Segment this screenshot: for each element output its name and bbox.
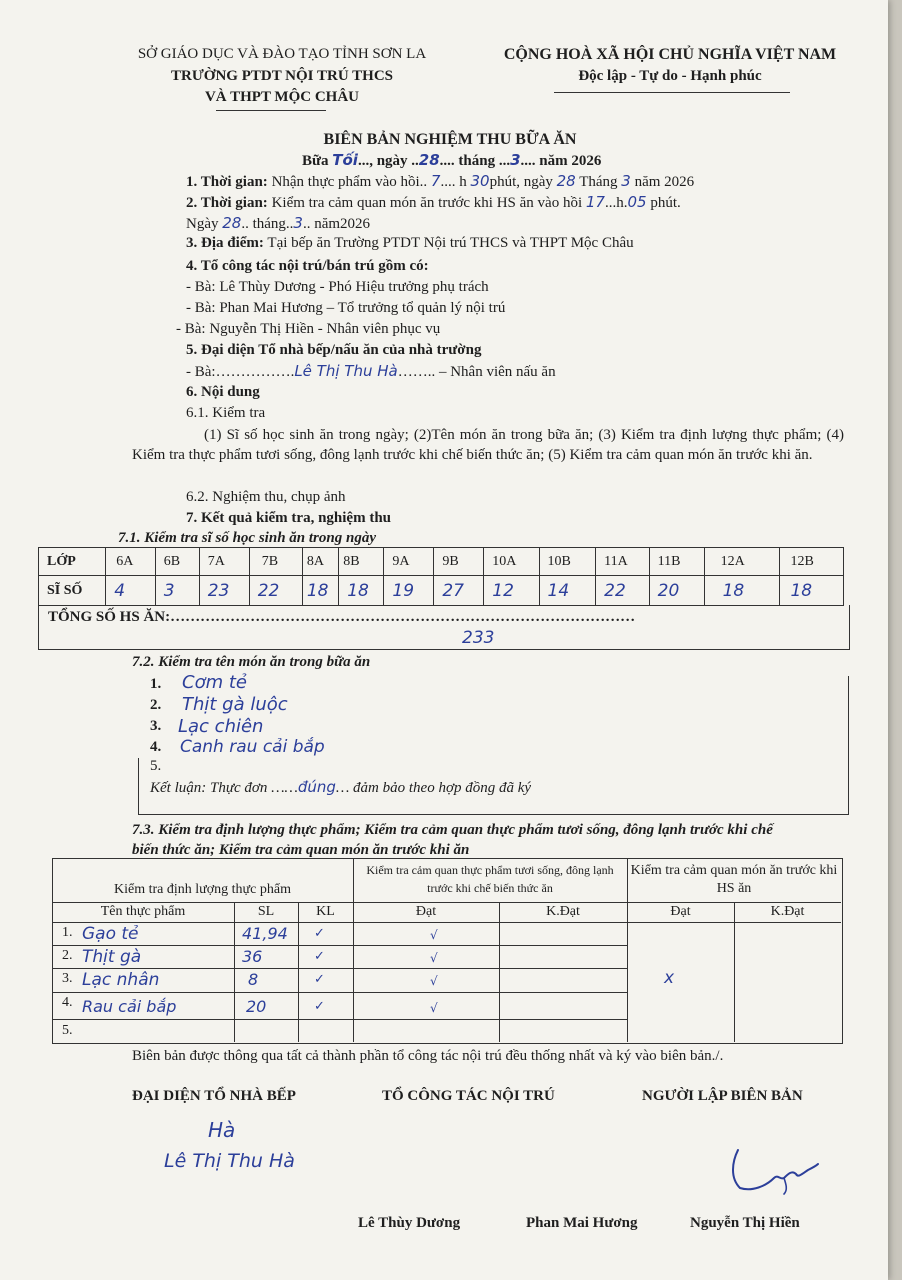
attendance-table: [38, 547, 844, 606]
school-name-line2: VÀ THPT MỘC CHÂU: [204, 89, 360, 105]
cooked-food-check-header: Kiểm tra cảm quan món ăn trước khi HS ăn: [630, 863, 838, 896]
attendance-header-row: [39, 548, 844, 576]
count-cell: 27: [434, 576, 484, 606]
col-fresh-fail: K.Đạt: [546, 904, 580, 919]
school-name-line1: TRƯỜNG PTDT NỘI TRÚ THCS: [171, 68, 393, 84]
col-cooked-fail: K.Đạt: [770, 904, 805, 919]
row-line: [52, 922, 841, 923]
class-cell: 9A: [384, 548, 434, 576]
kitchen-signature: Hà: [208, 1118, 236, 1142]
class-cell: 6B: [155, 548, 199, 576]
col-food-name: Tên thực phẩm: [100, 904, 186, 919]
cooked-pass-mark: x: [664, 968, 675, 988]
class-cell: 8A: [302, 548, 338, 576]
class-cell: 12A: [704, 548, 780, 576]
kitchen-staff-line: - Bà:…………….Lê Thị Thu Hà…….. – Nhân viên nấu ăn: [186, 362, 556, 380]
row-line: [52, 968, 627, 969]
count-cell: 18: [780, 576, 844, 606]
food-unit-mark: ✓: [314, 972, 325, 987]
menu-item: Canh rau cải bắp: [180, 737, 325, 757]
menu-conclusion: Kết luận: Thực đơn ……đúng… đảm bảo theo hợp đồng đã ký: [150, 778, 532, 796]
menu-item-number: 3.: [150, 718, 162, 734]
document-title: BIÊN BẢN NGHIỆM THU BỮA ĂN: [323, 131, 577, 148]
committee-member-3: - Bà: Nguyễn Thị Hiền - Nhân viên phục vụ: [176, 321, 441, 337]
class-cell: 11A: [596, 548, 650, 576]
row-number: 4.: [62, 995, 73, 1010]
row-number: 5.: [62, 1023, 73, 1038]
menu-item-number: 5.: [150, 758, 162, 774]
row-number: 3.: [62, 971, 73, 986]
menu-item-number: 1.: [150, 676, 162, 692]
class-cell: 6A: [106, 548, 155, 576]
closing-statement: Biên bản được thông qua tất cả thành phần tổ công tác nội trú đều thống nhất và ký vào biên bản./.: [132, 1048, 724, 1064]
row-line: [52, 992, 627, 993]
kitchen-signature-name: Lê Thị Thu Hà: [164, 1150, 295, 1172]
national-title: CỘNG HOÀ XÃ HỘI CHỦ NGHĨA VIỆT NAM: [503, 46, 837, 63]
meal-date-line: Bữa Tối..., ngày ..28.... tháng ...3.... năm 2026: [302, 151, 602, 169]
section-3-location: 3. Địa điểm: Tại bếp ăn Trường PTDT Nội trú THCS và THPT Mộc Châu: [186, 235, 634, 251]
attendance-header-label: LỚP: [39, 548, 106, 576]
menu-item: Lạc chiên: [178, 716, 264, 737]
row-number: 1.: [62, 925, 73, 940]
section-7-heading: 7. Kết quả kiểm tra, nghiệm thu: [186, 510, 392, 526]
count-cell: 12: [484, 576, 539, 606]
food-unit-mark: ✓: [314, 949, 325, 964]
class-cell: 12B: [780, 548, 844, 576]
class-cell: 9B: [434, 548, 484, 576]
fresh-pass-check: √: [430, 951, 438, 965]
section-7-3-heading-line1: 7.3. Kiểm tra định lượng thực phẩm; Kiểm tra cảm quan thực phẩm tươi sống, đông lạnh trước khi chế: [132, 822, 773, 838]
class-cell: 10B: [539, 548, 596, 576]
recorder-signature: [722, 1140, 822, 1196]
menu-box-bottom-edge: [138, 814, 849, 815]
section-4-heading: 4. Tổ công tác nội trú/bán trú gồm có:: [186, 258, 429, 274]
menu-item-number: 2.: [150, 697, 162, 713]
section-7-2-heading: 7.2. Kiểm tra tên món ăn trong bữa ăn: [132, 654, 371, 670]
section-6-1: 6.1. Kiểm tra: [186, 405, 266, 421]
signer-name-1: Lê Thùy Dương: [358, 1215, 461, 1231]
committee-member-2: - Bà: Phan Mai Hương – Tổ trưởng tổ quản lý nội trú: [186, 300, 506, 316]
section-2-time: 2. Thời gian: Kiểm tra cảm quan món ăn trước khi HS ăn vào hồi 17...h.05 phút.: [186, 193, 681, 211]
count-cell: 22: [249, 576, 302, 606]
section-6-checklist: (1) Sĩ số học sinh ăn trong ngày; (2)Tên món ăn trong bữa ăn; (3) Kiểm tra định lượng thực phẩm; (4) Kiểm tra thực phẩm tươi sống, đông lạnh trước khi chế biến thức ăn; (5) Kiểm tra cảm quan món ăn trước khi ăn.: [132, 427, 844, 463]
col-line: [499, 902, 500, 1042]
signer-name-2: Phan Mai Hương: [526, 1215, 638, 1231]
national-motto: Độc lập - Tự do - Hạnh phúc: [578, 68, 762, 84]
department-name: SỞ GIÁO DỤC VÀ ĐÀO TẠO TỈNH SƠN LA: [137, 46, 427, 62]
class-cell: 7B: [249, 548, 302, 576]
count-cell: 14: [539, 576, 596, 606]
section-7-1-heading: 7.1. Kiểm tra sĩ số học sinh ăn trong ngày: [118, 530, 376, 546]
section-2-date: Ngày 28.. tháng..3.. năm2026: [186, 214, 371, 232]
fresh-pass-check: √: [430, 1001, 438, 1015]
signature-title-kitchen: ĐẠI DIỆN TỔ NHÀ BẾP: [132, 1088, 296, 1104]
menu-item: Cơm tẻ: [182, 672, 247, 693]
class-cell: 10A: [484, 548, 539, 576]
count-cell: 19: [384, 576, 434, 606]
signature-title-recorder: NGƯỜI LẬP BIÊN BẢN: [642, 1088, 803, 1104]
food-quantity: 41,94: [242, 924, 288, 943]
section-1-time: 1. Thời gian: Nhận thực phẩm vào hồi.. 7.... h 30phút, ngày 28 Tháng 3 năm 2026: [186, 172, 695, 190]
food-quantity: 8: [248, 970, 259, 989]
total-students-label: TỔNG SỐ HS ĂN:…………………………………………………………………………………: [48, 609, 636, 625]
count-cell: 20: [649, 576, 704, 606]
menu-box-left-edge: [138, 758, 139, 814]
col-quantity: SL: [257, 904, 275, 919]
header-left-underline: [216, 110, 326, 111]
food-name: Thịt gà: [82, 947, 142, 967]
motto-underline: [554, 92, 790, 93]
signature-title-committee: TỔ CÔNG TÁC NỘI TRÚ: [382, 1088, 555, 1104]
attendance-count-label: SĨ SỐ: [39, 576, 106, 606]
food-name: Rau cải bắp: [82, 997, 177, 1016]
row-line: [52, 945, 627, 946]
section-5-heading: 5. Đại diện Tổ nhà bếp/nấu ăn của nhà trường: [186, 342, 482, 358]
attendance-count-row: [39, 576, 844, 606]
food-name: Gạo tẻ: [82, 924, 139, 944]
class-cell: 11B: [649, 548, 704, 576]
signer-name-3: Nguyễn Thị Hiền: [690, 1215, 800, 1231]
col-weight-unit: KL: [316, 904, 335, 919]
class-cell: 7A: [199, 548, 249, 576]
count-cell: 4: [106, 576, 155, 606]
food-quantity: 20: [246, 997, 267, 1016]
col-line: [298, 902, 299, 1042]
section-6-heading: 6. Nội dung: [186, 384, 260, 400]
col-line: [234, 902, 235, 1042]
col-fresh-pass: Đạt: [415, 904, 437, 919]
fresh-food-check-header: Kiểm tra cảm quan thực phẩm tươi sống, đông lạnh trước khi chế biến thức ăn: [366, 863, 614, 895]
fresh-pass-check: √: [430, 928, 438, 942]
quantity-check-header: Kiểm tra định lượng thực phẩm: [114, 882, 291, 897]
fresh-pass-check: √: [430, 974, 438, 988]
count-cell: 18: [339, 576, 384, 606]
count-cell: 18: [704, 576, 780, 606]
food-name: Lạc nhân: [82, 970, 160, 990]
food-unit-mark: ✓: [314, 926, 325, 941]
section-6-2: 6.2. Nghiệm thu, chụp ảnh: [186, 489, 346, 505]
count-cell: 23: [199, 576, 249, 606]
row-line: [52, 1019, 627, 1020]
food-quantity: 36: [242, 947, 263, 966]
section-7-3-heading-line2: biến thức ăn; Kiểm tra cảm quan món ăn trước khi ăn: [132, 842, 470, 858]
total-students-value: 233: [462, 628, 495, 648]
committee-member-1: - Bà: Lê Thùy Dương - Phó Hiệu trưởng phụ trách: [186, 279, 489, 295]
count-cell: 22: [596, 576, 650, 606]
menu-item: Thịt gà luộc: [182, 694, 288, 715]
row-line: [52, 902, 841, 903]
food-unit-mark: ✓: [314, 999, 325, 1014]
count-cell: 3: [155, 576, 199, 606]
col-cooked-pass: Đạt: [670, 904, 691, 919]
count-cell: 18: [302, 576, 338, 606]
col-line: [734, 902, 735, 1042]
food-inspection-table: [52, 858, 841, 1043]
menu-item-number: 4.: [150, 739, 162, 755]
row-number: 2.: [62, 948, 73, 963]
class-cell: 8B: [339, 548, 384, 576]
